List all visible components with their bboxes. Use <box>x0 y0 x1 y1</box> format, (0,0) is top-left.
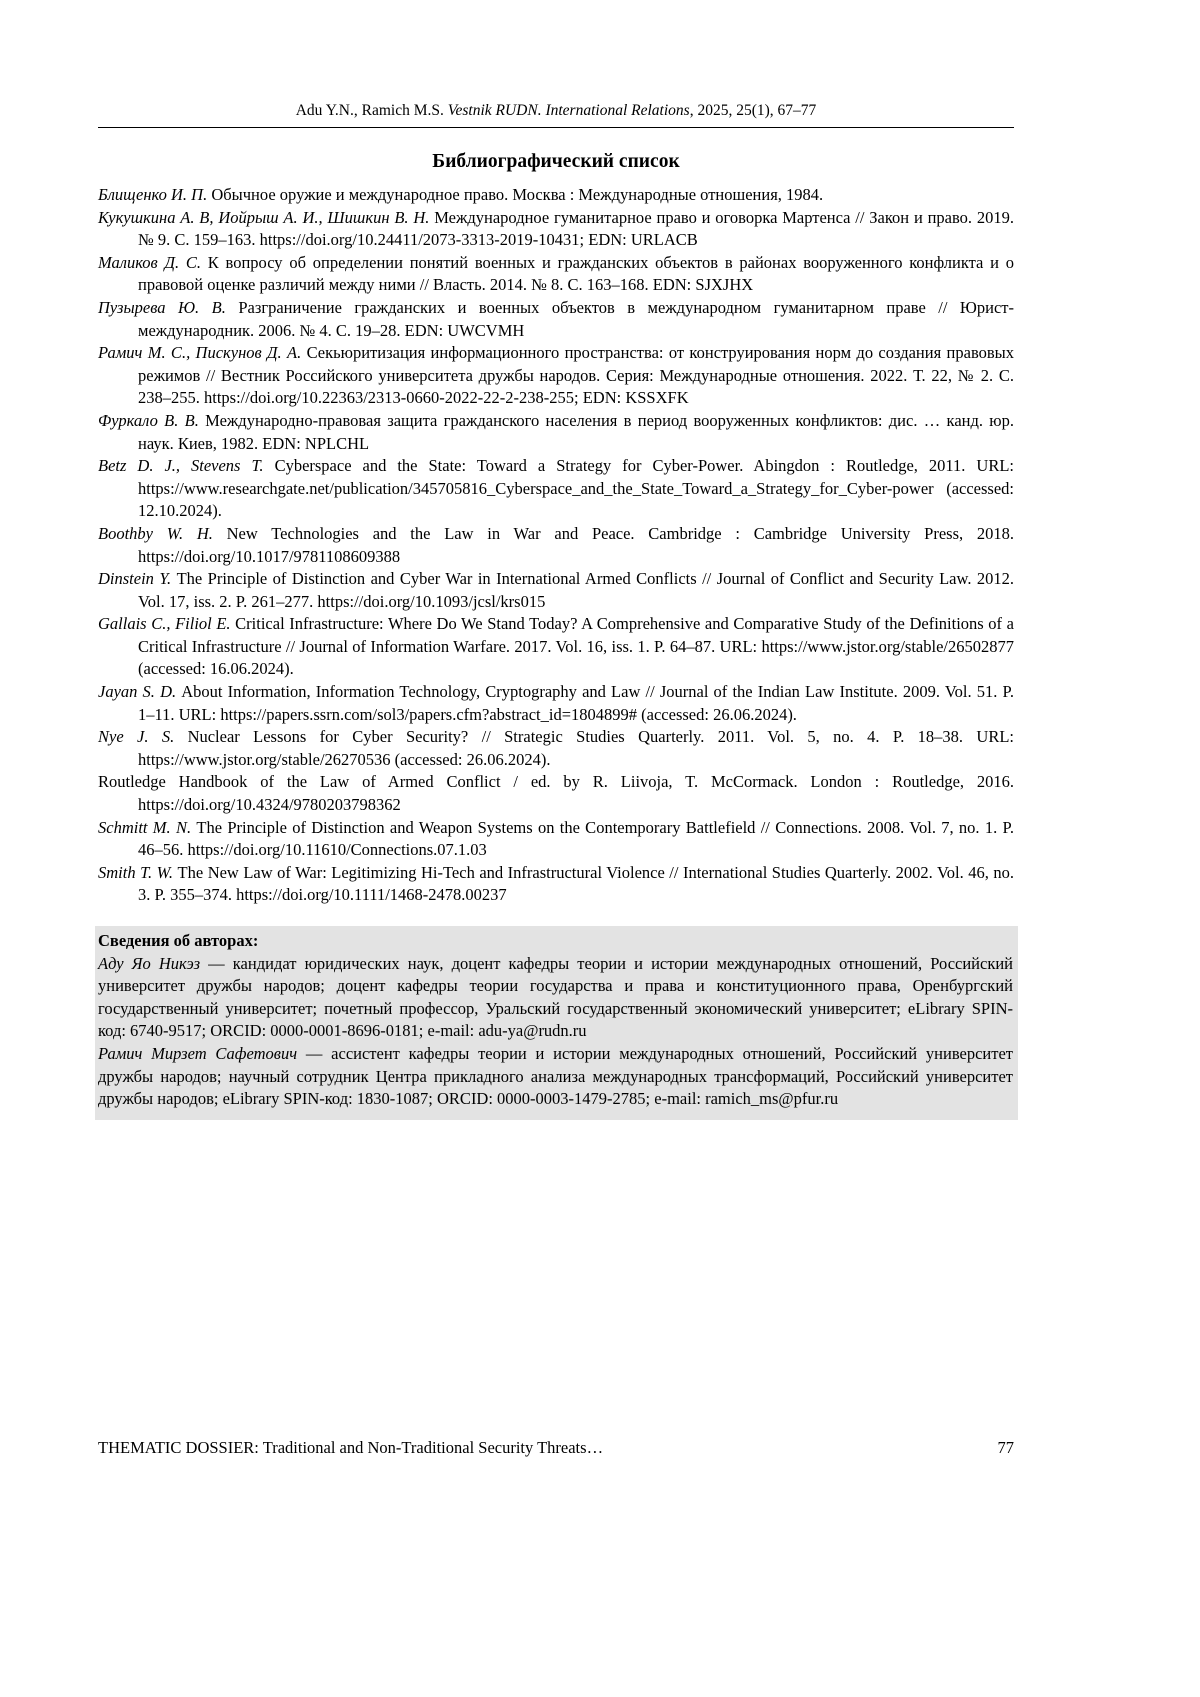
bibliography-entry <box>98 342 1014 410</box>
bib-entry-text: Nuclear Lessons for Cyber Security? // Strategic Studies Quarterly. 2011. Vol. 5, no. 4. P. 18–38. URL: https://www.jstor.org/stable/26270536 (accessed: 26.06.2024). <box>138 727 1014 769</box>
bibliography-entry <box>98 455 1014 523</box>
author-bio-text: — ассистент кафедры теории и истории международных отношений, Российский университет дружбы народов; научный сотрудник Центра прикладного анализа международных трансформаций, Российский университет дружбы народов; eLibrary SPIN-код: 1830-1087; ORCID: 0000-0003-1479-2785; e-mail: ramich_ms@pfur.ru <box>98 1043 1013 1109</box>
bib-entry-authors: Betz D. J., Stevens T. <box>98 456 275 476</box>
header-rule <box>98 127 1014 128</box>
page-number: 77 <box>997 1438 1014 1457</box>
bib-entry-authors: Фуркало В. В. <box>98 410 206 430</box>
running-header-authors: Adu Y.N., Ramich M.S. <box>295 102 448 119</box>
bib-entry-text: Секьюритизация информационного пространства: от конструирования норм до создания правовых режимов // Вестник Российского университета дружбы народов. Серия: Международные отношения. 2022. Т. 22, № 2. С. 238–255. https://doi.org/10.22363/2313-0660-2022-22-2-238-255; EDN: KSSXFK <box>138 343 1014 408</box>
bib-entry-text: К вопросу об определении понятий военных и гражданских объектов в районах вооруженного конфликта и о правовой оценке различий между ними // Власть. 2014. № 8. С. 163–168. EDN: SJXJHX <box>138 252 1014 295</box>
bibliography-entry <box>98 297 1014 342</box>
footer-thematic-dossier-label: THEMATIC DOSSIER: Traditional and Non-Traditional Security Threats… <box>98 1438 604 1457</box>
bib-entry-text: Разграничение гражданских и военных объектов в международном гуманитарном праве // Юрист-международник. 2006. № 4. С. 19–28. EDN: UWCVMH <box>138 297 1014 340</box>
bib-entry-text: New Technologies and the Law in War and Peace. Cambridge : Cambridge University Press, 2018. https://doi.org/10.1017/9781108609388 <box>138 523 1014 566</box>
bib-entry-authors: Schmitt M. N. <box>98 817 197 837</box>
bib-entry-authors: Jayan S. D. <box>98 682 182 702</box>
bib-entry-authors: Блищенко И. П. <box>98 185 212 204</box>
bib-entry-authors: Nye J. S. <box>98 727 188 747</box>
running-header <box>98 102 1014 120</box>
bibliography-entry <box>98 252 1014 297</box>
page-footer <box>98 1438 1014 1458</box>
bibliography-entry <box>98 523 1014 568</box>
bib-entry-text: Cyberspace and the State: Toward a Strategy for Cyber-Power. Abingdon : Routledge, 2011. URL: https://www.researchgate.net/publication/345705816_Cyberspace_and_the_State_Toward_a_Strategy_for_Cyber-power (accessed: 12.10.2024). <box>138 456 1015 521</box>
bib-entry-text: Обычное оружие и международное право. Москва : Международные отношения, 1984. <box>211 185 824 204</box>
author-name: Аду Яо Никэз <box>98 953 201 973</box>
bib-entry-authors: Маликов Д. С. <box>98 252 208 272</box>
bibliography-entry <box>98 817 1014 862</box>
authors-info-heading: Сведения об авторах: <box>98 931 259 950</box>
bib-entry-text: The Principle of Distinction and Cyber War in International Armed Conflicts // Journal of Conflict and Security Law. 2012. Vol. 17, iss. 2. P. 261–277. https://doi.org/10.1093/jcsl/krs015 <box>138 569 1015 611</box>
bibliography-entry <box>98 862 1014 907</box>
authors-bio-list <box>98 953 1013 1111</box>
bibliography-entry <box>98 568 1014 613</box>
author-bio-text: — кандидат юридических наук, доцент кафедры теории и истории международных отношений, Российский университет дружбы народов; доцент кафедры теории государства и права и конституционного права, Оренбургский государственный университет; почетный профессор, Уральский государственный экономический университет; eLibrary SPIN-код: 6740-9517; ORCID: 0000-0001-8696-0181; e-mail: adu-ya@rudn.ru <box>98 953 1013 1041</box>
bib-entry-authors: Gallais C., Filiol E. <box>98 614 236 634</box>
author-bio <box>98 1043 1013 1111</box>
bib-entry-authors: Smith T. W. <box>98 862 178 882</box>
authors-info-box <box>95 926 1018 1120</box>
bib-entry-text: Critical Infrastructure: Where Do We Stand Today? A Comprehensive and Comparative Study of the Definitions of a Critical Infrastructure // Journal of Information Warfare. 2017. Vol. 16, iss. 1. P. 64–87. URL: https://www.jstor.org/stable/26502877 (accessed: 16.06.2024). <box>138 614 1014 679</box>
bibliography-list <box>98 184 1014 907</box>
author-name: Рамич Мирзет Сафетович <box>98 1043 298 1063</box>
bib-entry-text: Международное гуманитарное право и оговорка Мартенса // Закон и право. 2019. № 9. С. 159–163. https://doi.org/10.24411/2073-3313-2019-10431; EDN: URLACB <box>138 207 1014 250</box>
bibliography-entry <box>98 681 1014 726</box>
bibliography-entry <box>98 613 1014 681</box>
bib-entry-text: The Principle of Distinction and Weapon Systems on the Contemporary Battlefield // Connections. 2008. Vol. 7, no. 1. P. 46–56. https://doi.org/10.11610/Connections.07.1.03 <box>138 817 1014 860</box>
bib-entry-text: Routledge Handbook of the Law of Armed Conflict / ed. by R. Liivoja, T. McCormack. London : Routledge, 2016. https://doi.org/10.4324/9780203798362 <box>98 772 1014 815</box>
running-header-journal-title: Vestnik RUDN. International Relations <box>447 102 690 119</box>
bibliography-entry <box>98 207 1014 252</box>
bib-entry-text: Международно-правовая защита гражданского населения в период вооруженных конфликтов: дис. … канд. юр. наук. Киев, 1982. EDN: NPLCHL <box>138 410 1014 453</box>
bibliography-section-title: Библиографический список <box>432 151 680 172</box>
bibliography-entry <box>98 410 1014 455</box>
bib-entry-text: About Information, Information Technology, Cryptography and Law // Journal of the Indian Law Institute. 2009. Vol. 51. P. 1–11. URL: https://papers.ssrn.com/sol3/papers.cfm?abstract_id=1804899# (accessed: 26.06.2024). <box>138 682 1014 724</box>
bib-entry-text: The New Law of War: Legitimizing Hi-Tech and Infrastructural Violence // International Studies Quarterly. 2002. Vol. 46, no. 3. P. 355–374. https://doi.org/10.1111/1468-2478.00237 <box>138 862 1014 905</box>
bibliography-entry <box>98 726 1014 771</box>
running-header-issue-info: , 2025, 25(1), 67–77 <box>689 102 817 119</box>
bib-entry-authors: Рамич М. С., Пискунов Д. А. <box>98 343 307 363</box>
bib-entry-authors: Boothby W. H. <box>98 523 227 543</box>
bibliography-entry <box>98 771 1014 816</box>
bibliography-entry <box>98 184 1014 207</box>
author-bio <box>98 953 1013 1043</box>
bib-entry-authors: Dinstein Y. <box>98 569 177 589</box>
bib-entry-authors: Кукушкина А. В, Иойрыш А. И., Шишкин В. Н. <box>98 207 435 227</box>
bib-entry-authors: Пузырева Ю. В. <box>98 297 239 317</box>
